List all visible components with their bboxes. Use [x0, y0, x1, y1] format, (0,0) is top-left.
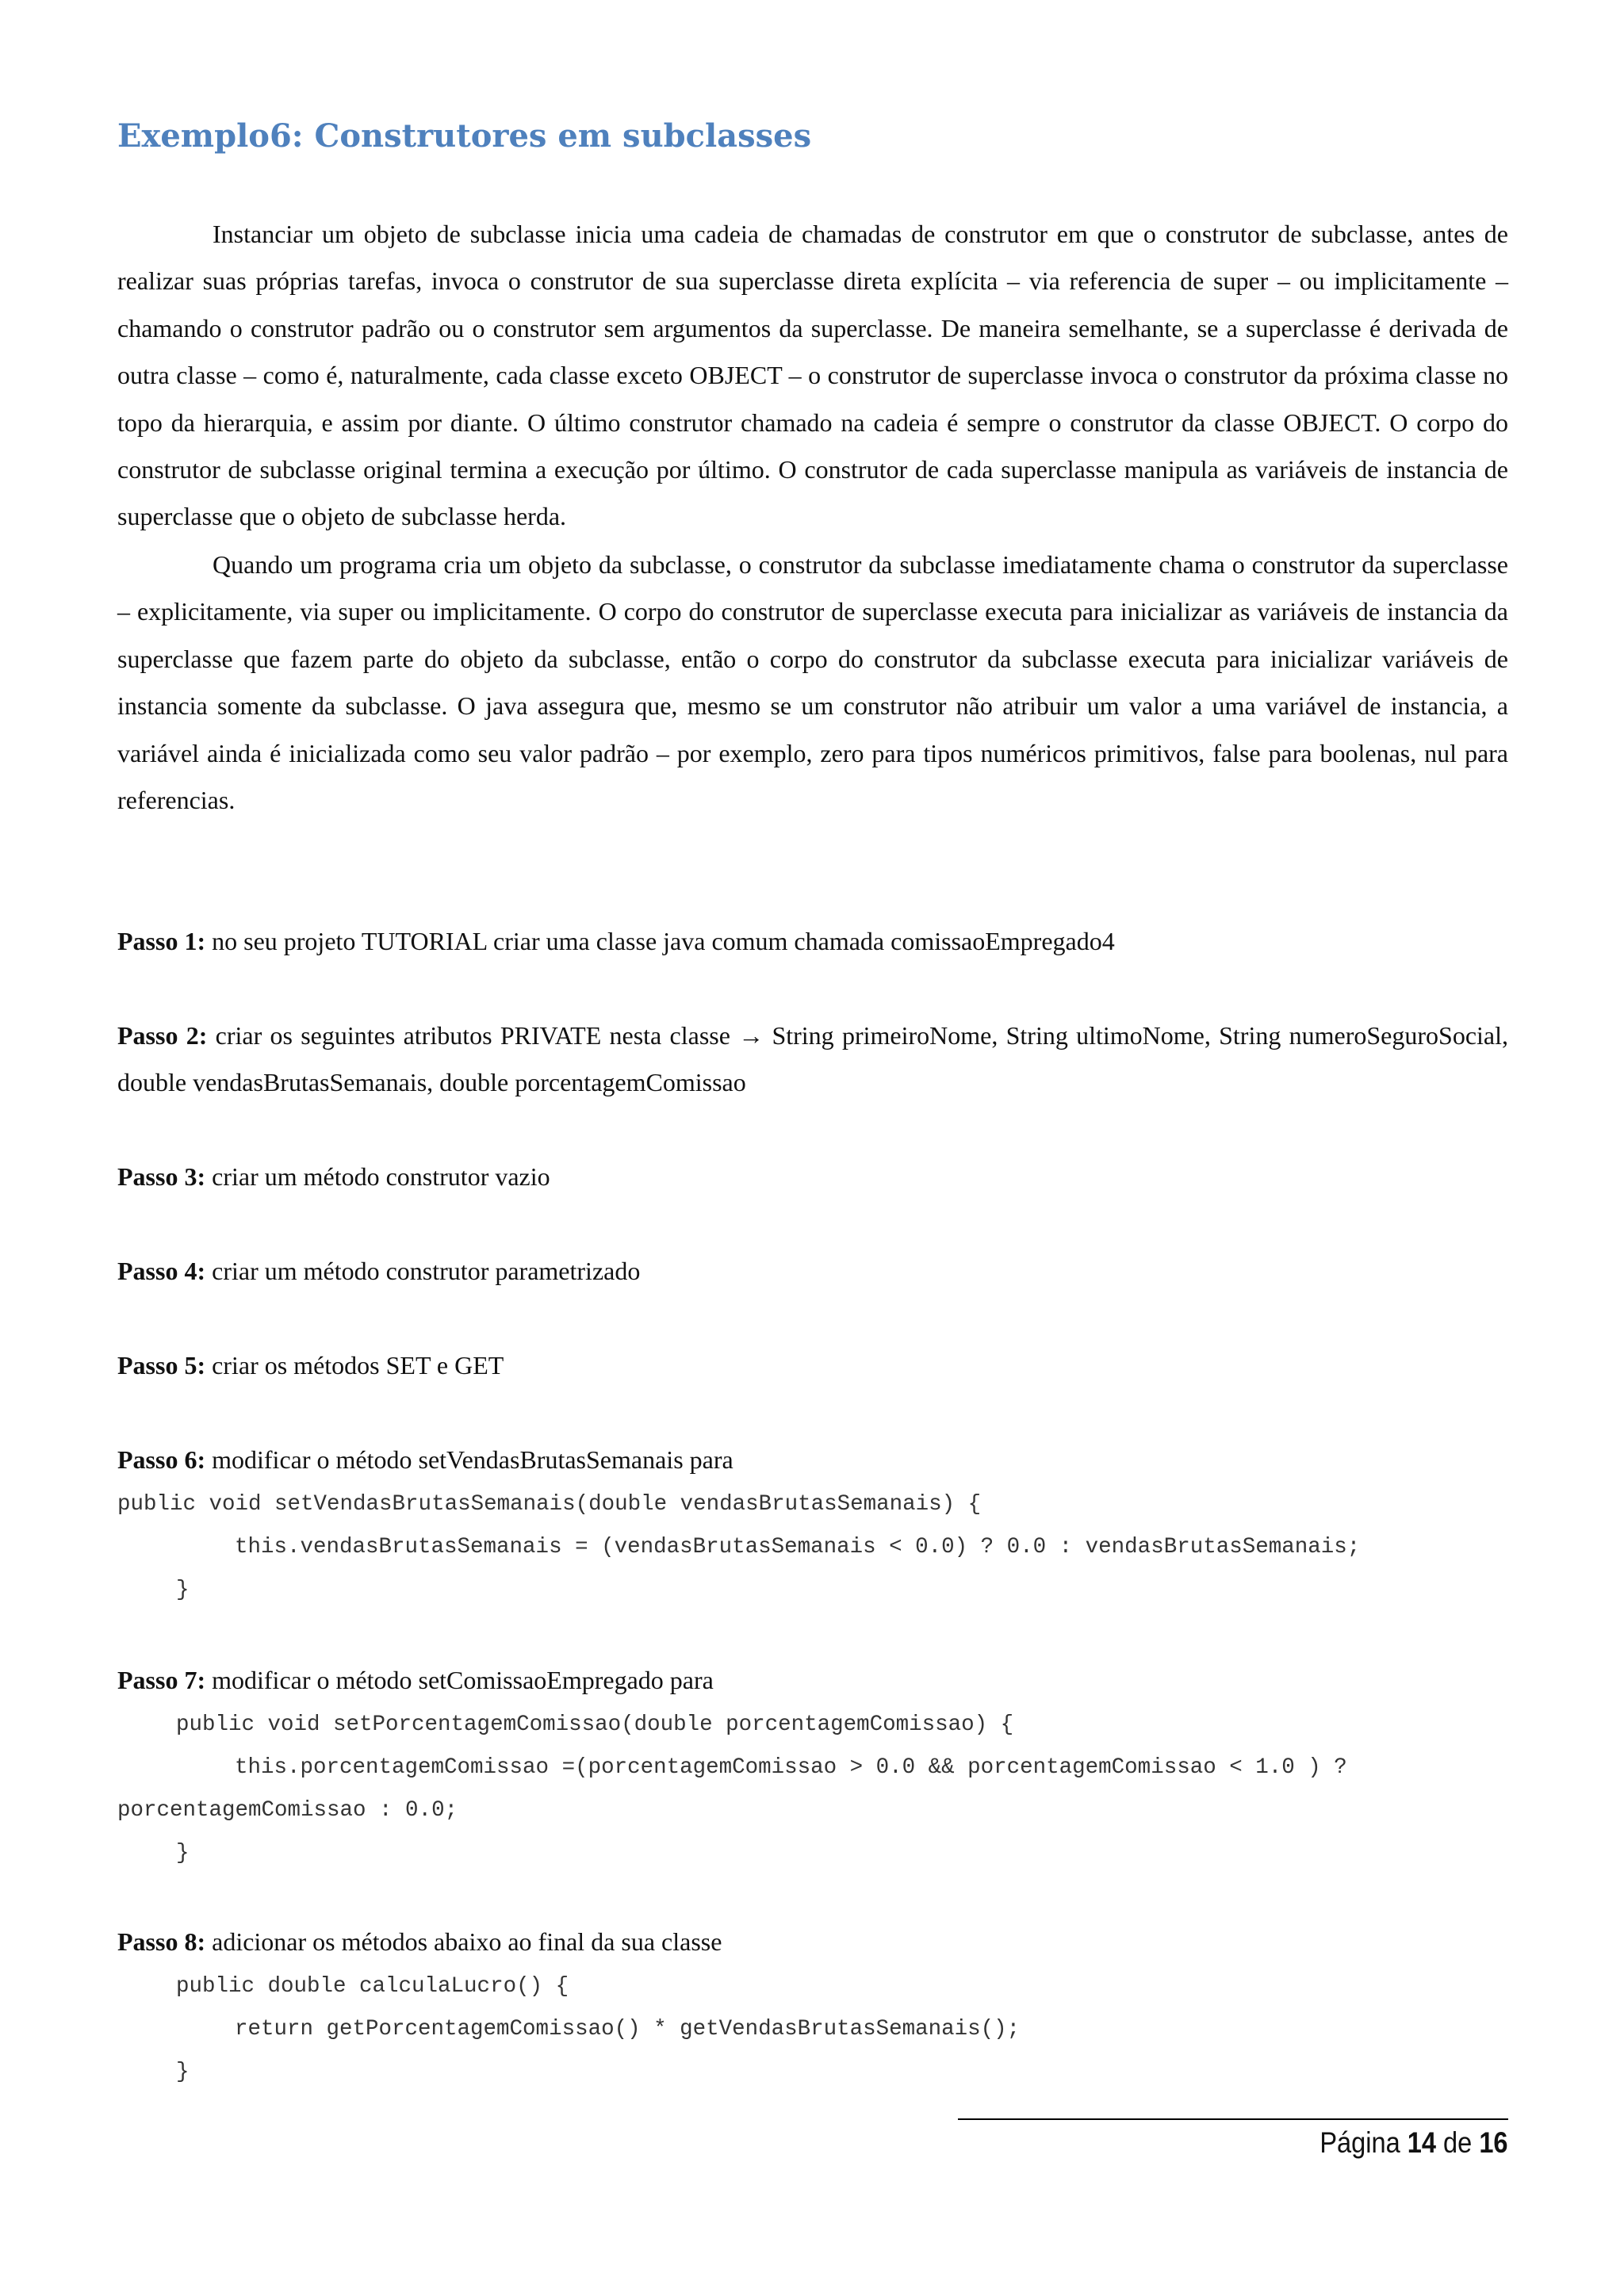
code-7-line-3: porcentagemComissao : 0.0;	[117, 1798, 458, 1823]
footer-rule	[958, 2118, 1508, 2120]
page-number-current: 14	[1408, 2126, 1437, 2159]
section-title: Exemplo6: Construtores em subclasses	[117, 117, 812, 155]
step-5-label: Passo 5:	[117, 1351, 206, 1380]
step-7-text: modificar o método setComissaoEmpregado para	[205, 1666, 714, 1694]
step-4-label: Passo 4:	[117, 1257, 206, 1285]
code-7-line-4: }	[176, 1841, 190, 1866]
paragraph-2: Quando um programa cria um objeto da subclasse, o construtor da subclasse imediatamente chama o construtor da superclasse – explicitamente, via super ou implicitamente. O corpo do construtor de superclasse executa para inicializar as variáveis de instancia da superclasse que fazem parte do objeto da subclasse, então o corpo do construtor da subclasse executa para inicializar variáveis de instancia somente da subclasse. O java assegura que, mesmo se um construtor não atribuir um valor a uma variável de instancia, a variável ainda é inicializada como seu valor padrão – por exemplo, zero para tipos numéricos primitivos, false para boolenas, nul para referencias.	[117, 550, 1508, 815]
step-2-label: Passo 2:	[117, 1021, 208, 1050]
step-1-label: Passo 1:	[117, 927, 206, 955]
step-2	[117, 1012, 1508, 1107]
code-7-line-1: public void setPorcentagemComissao(double porcentagemComissao) {	[176, 1712, 1014, 1737]
step-8	[117, 1919, 1508, 1965]
step-4	[117, 1248, 1508, 1295]
step-1	[117, 918, 1508, 965]
step-1-text: no seu projeto TUTORIAL criar uma classe java comum chamada comissaoEmpregado4	[205, 927, 1115, 955]
step-6-text: modificar o método setVendasBrutasSemanais para	[205, 1445, 733, 1474]
code-6-line-3: }	[176, 1578, 190, 1602]
page-number-middle: de	[1436, 2126, 1480, 2159]
code-8-line-2: return getPorcentagemComissao() * getVendasBrutasSemanais();	[235, 2017, 1021, 2042]
code-6-line-1: public void setVendasBrutasSemanais(double vendasBrutasSemanais) {	[117, 1492, 982, 1517]
step-4-text: criar um método construtor parametrizado	[205, 1257, 641, 1285]
step-7-label: Passo 7:	[117, 1666, 206, 1694]
paragraph-1: Instanciar um objeto de subclasse inicia uma cadeia de chamadas de construtor em que o construtor de subclasse, antes de realizar suas próprias tarefas, invoca o construtor de sua superclasse direta explícita – via referencia de super – ou implicitamente – chamando o construtor padrão ou o construtor sem argumentos da superclasse. De maneira semelhante, se a superclasse é derivada de outra classe – como é, naturalmente, cada classe exceto OBJECT – o construtor de superclasse invoca o construtor da próxima classe no topo da hierarquia, e assim por diante. O último construtor chamado na cadeia é sempre o construtor da classe OBJECT. O corpo do construtor de subclasse original termina a execução por último. O construtor de cada superclasse manipula as variáveis de instancia de superclasse que o objeto de subclasse herda.	[117, 220, 1508, 531]
code-7-line-2: this.porcentagemComissao =(porcentagemComissao > 0.0 && porcentagemComissao < 1.0 ) ?	[235, 1755, 1347, 1780]
code-8-line-3: }	[176, 2060, 190, 2084]
page-number-prefix: Página	[1320, 2126, 1408, 2159]
step-5-text: criar os métodos SET e GET	[205, 1351, 504, 1380]
page-number	[1320, 2126, 1508, 2160]
step-6	[117, 1437, 1508, 1483]
step-5	[117, 1342, 1508, 1389]
code-6-line-2: this.vendasBrutasSemanais = (vendasBrutasSemanais < 0.0) ? 0.0 : vendasBrutasSemanais;	[235, 1535, 1361, 1559]
step-7	[117, 1657, 1508, 1704]
step-2-text: criar os seguintes atributos PRIVATE nesta classe → String primeiroNome, String ultimoNome, String numeroSeguroSocial, double vendasBrutasSemanais, double porcentagemComissao	[117, 1021, 1509, 1097]
step-3	[117, 1154, 1508, 1200]
step-3-label: Passo 3:	[117, 1162, 206, 1191]
page-number-total: 16	[1479, 2126, 1508, 2159]
code-8-line-1: public double calculaLucro() {	[176, 1974, 569, 1999]
step-8-text: adicionar os métodos abaixo ao final da sua classe	[205, 1927, 722, 1956]
step-3-text: criar um método construtor vazio	[205, 1162, 550, 1191]
step-8-label: Passo 8:	[117, 1927, 206, 1956]
step-6-label: Passo 6:	[117, 1445, 206, 1474]
